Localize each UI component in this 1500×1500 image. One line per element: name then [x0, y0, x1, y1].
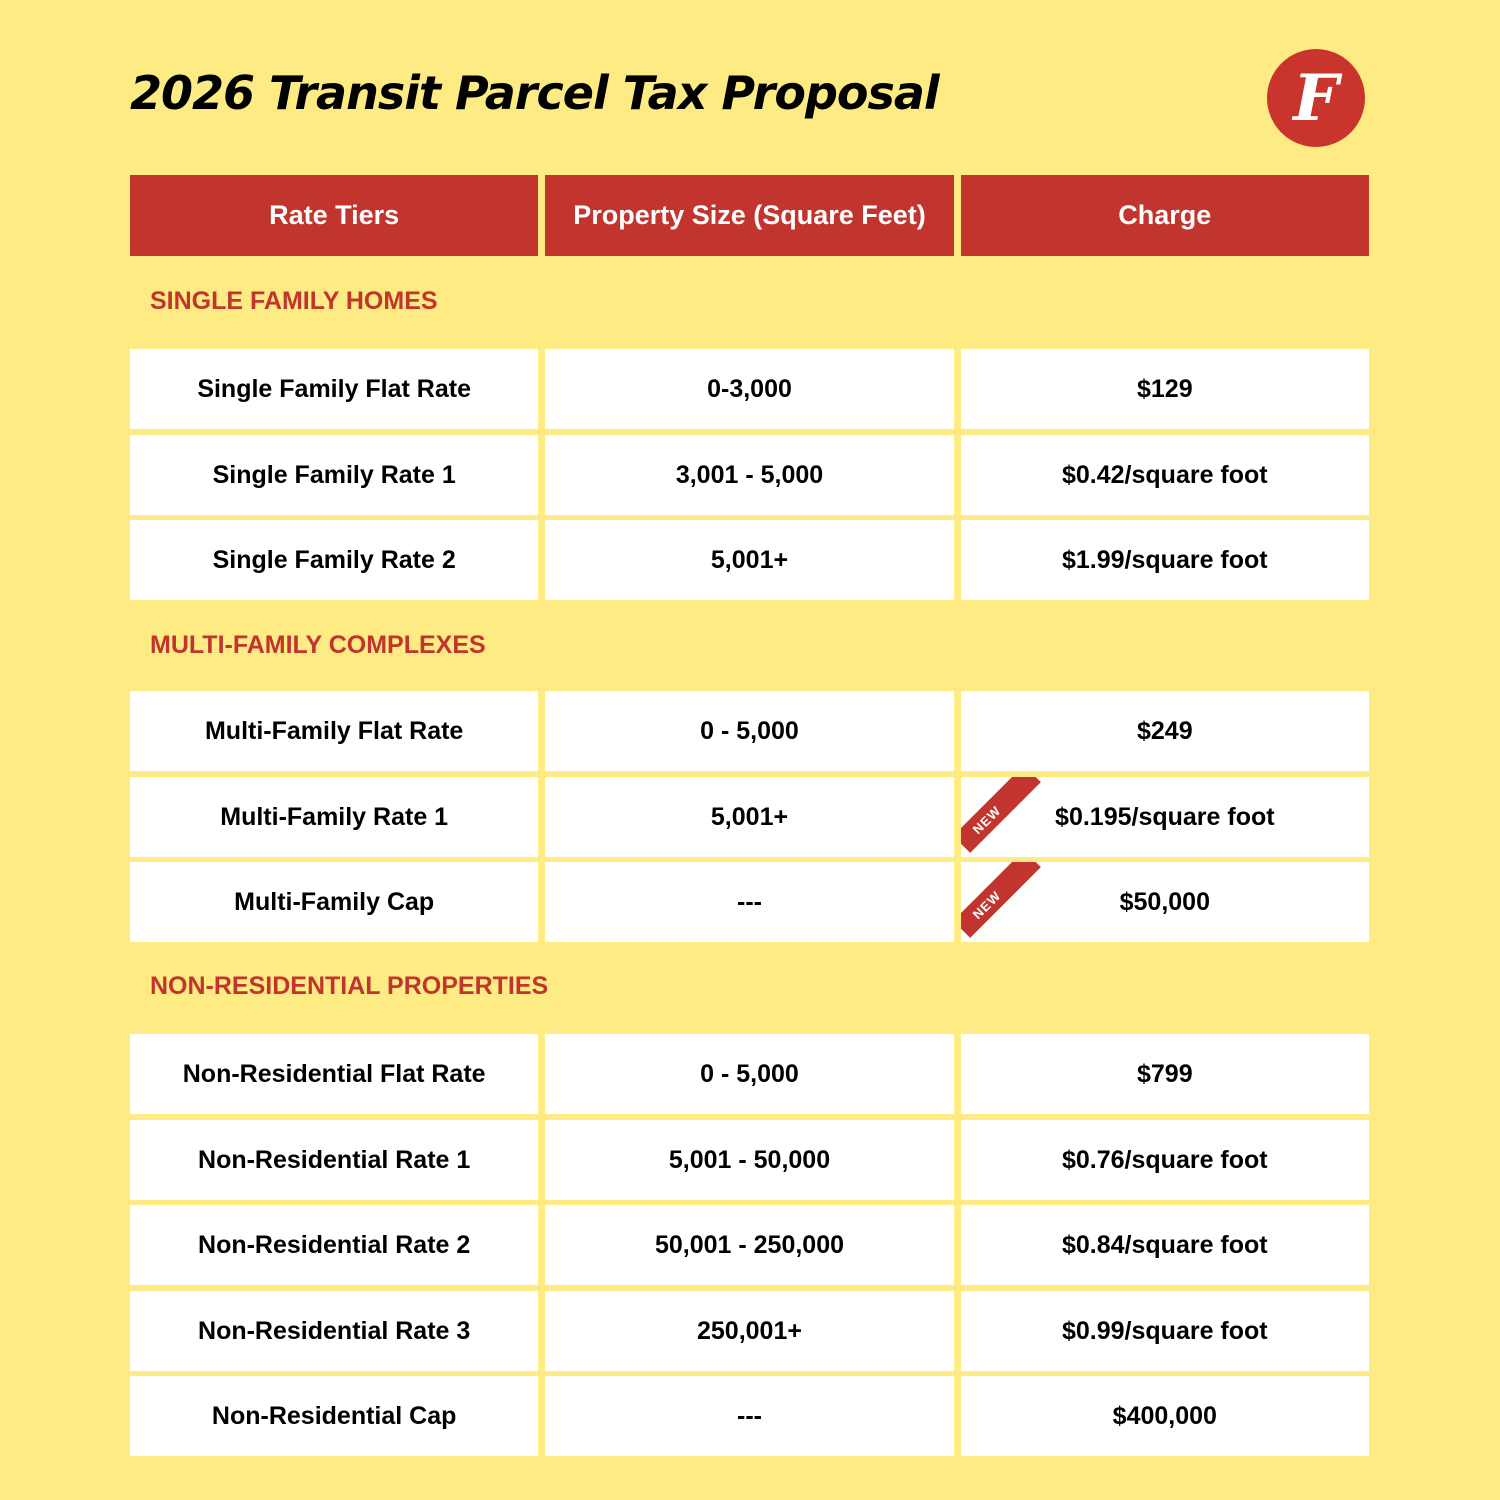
- cell-size: 3,001 - 5,000: [545, 435, 953, 515]
- header-rate-tiers: Rate Tiers: [130, 175, 538, 256]
- cell-charge: $129: [961, 349, 1369, 429]
- table-row: [130, 691, 1369, 771]
- table-row: [130, 1376, 1369, 1456]
- brand-logo: [1267, 49, 1365, 147]
- header-property-size: Property Size (Square Feet): [545, 175, 953, 256]
- new-badge-label: NEW: [968, 887, 1004, 922]
- cell-tier: Non-Residential Rate 3: [130, 1291, 538, 1371]
- table-row: [130, 1034, 1369, 1114]
- new-badge: [961, 862, 1041, 938]
- cell-charge: $0.84/square foot: [961, 1205, 1369, 1285]
- table-row: [130, 1120, 1369, 1200]
- page-title: 2026 Transit Parcel Tax Proposal: [130, 66, 939, 120]
- cell-tier: Non-Residential Rate 1: [130, 1120, 538, 1200]
- cell-tier: Non-Residential Rate 2: [130, 1205, 538, 1285]
- new-badge: [961, 777, 1041, 853]
- cell-tier: Single Family Flat Rate: [130, 349, 538, 429]
- table-row: [130, 435, 1369, 515]
- section-label-single-family: SINGLE FAMILY HOMES: [150, 287, 438, 315]
- cell-charge: $0.99/square foot: [961, 1291, 1369, 1371]
- table-header: [130, 175, 1369, 256]
- cell-tier: Multi-Family Flat Rate: [130, 691, 538, 771]
- cell-size: 5,001+: [545, 777, 953, 857]
- section-label-multi-family: MULTI-FAMILY COMPLEXES: [150, 631, 486, 659]
- table-row: [130, 777, 1369, 857]
- cell-charge: $249: [961, 691, 1369, 771]
- cell-size: 50,001 - 250,000: [545, 1205, 953, 1285]
- cell-size: ---: [545, 1376, 953, 1456]
- cell-charge: [961, 777, 1369, 857]
- cell-charge: [961, 862, 1369, 942]
- table-row: [130, 1291, 1369, 1371]
- cell-size: 0 - 5,000: [545, 691, 953, 771]
- section-label-non-residential: NON-RESIDENTIAL PROPERTIES: [150, 972, 549, 1000]
- cell-tier: Non-Residential Cap: [130, 1376, 538, 1456]
- logo-letter: F: [1293, 61, 1339, 136]
- cell-tier: Single Family Rate 1: [130, 435, 538, 515]
- cell-tier: Non-Residential Flat Rate: [130, 1034, 538, 1114]
- cell-size: 0 - 5,000: [545, 1034, 953, 1114]
- cell-size: 0-3,000: [545, 349, 953, 429]
- cell-tier: Single Family Rate 2: [130, 520, 538, 600]
- cell-tier: Multi-Family Rate 1: [130, 777, 538, 857]
- table-row: [130, 349, 1369, 429]
- table-row: [130, 862, 1369, 942]
- cell-charge: $0.76/square foot: [961, 1120, 1369, 1200]
- new-badge-label: NEW: [968, 802, 1004, 837]
- cell-charge-value: $50,000: [1119, 887, 1210, 916]
- cell-size: 5,001+: [545, 520, 953, 600]
- cell-charge-value: $0.195/square foot: [1055, 802, 1275, 831]
- cell-charge: $1.99/square foot: [961, 520, 1369, 600]
- cell-size: ---: [545, 862, 953, 942]
- cell-charge: $799: [961, 1034, 1369, 1114]
- cell-size: 250,001+: [545, 1291, 953, 1371]
- table-row: [130, 1205, 1369, 1285]
- cell-charge: $0.42/square foot: [961, 435, 1369, 515]
- table-row: [130, 520, 1369, 600]
- header-charge: Charge: [961, 175, 1369, 256]
- cell-size: 5,001 - 50,000: [545, 1120, 953, 1200]
- cell-tier: Multi-Family Cap: [130, 862, 538, 942]
- cell-charge: $400,000: [961, 1376, 1369, 1456]
